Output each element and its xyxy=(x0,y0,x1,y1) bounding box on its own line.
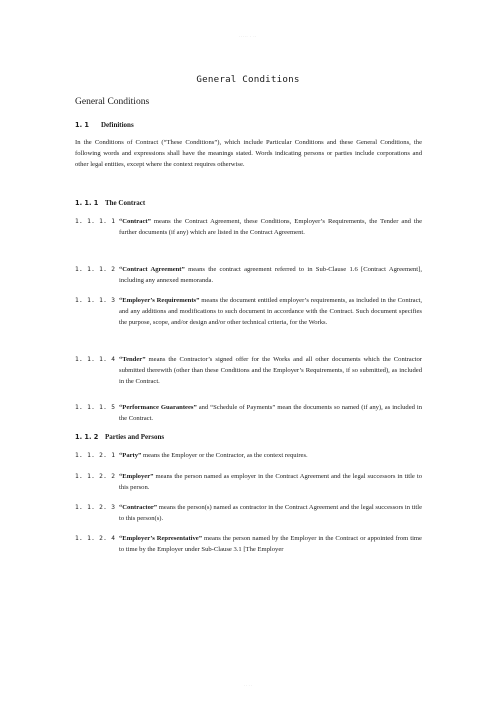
clause-text xyxy=(119,403,422,425)
clause-1-1-2-2 xyxy=(75,472,422,494)
clause-body: and “Schedule of Payments” mean the documents so named (if any), as included in the Contract. xyxy=(119,404,423,422)
clause-body: means the Contractor’s signed offer for the Works and all other documents which the Contractor submitted therewith (other than these Conditions and the Employer’s Requirements, if so submitted), as included in the Contract. xyxy=(119,356,422,385)
clause-number: 1. 1. 2. 2 xyxy=(75,473,116,480)
footer-watermark: · · · · xyxy=(243,683,253,688)
heading-number: 1. 1. 2 xyxy=(75,433,99,441)
clause-text xyxy=(119,296,422,328)
clause-text xyxy=(119,217,422,239)
clause-1-1-1-3 xyxy=(75,296,422,328)
clause-body: means the Employer or the Contractor, as the context requires. xyxy=(141,452,308,459)
clause-text xyxy=(119,472,422,494)
heading-label: Definitions xyxy=(101,121,134,129)
clause-term: “Performance Guarantees” xyxy=(119,404,197,411)
clause-1-1-1-5 xyxy=(75,403,422,425)
clause-1-1-1-2 xyxy=(75,265,422,287)
clause-body: means the person(s) named as contractor in the Contract Agreement and the legal successors in title to this person(s). xyxy=(119,504,422,522)
clause-number: 1. 1. 1. 4 xyxy=(75,356,116,363)
header-watermark: ····· · ·· xyxy=(239,34,257,39)
heading-number: 1. 1. 1 xyxy=(75,199,99,207)
clause-number: 1. 1. 1. 1 xyxy=(75,218,116,225)
clause-term: “Tender” xyxy=(119,356,146,363)
clause-number: 1. 1. 1. 5 xyxy=(75,404,116,411)
clause-text xyxy=(119,451,422,462)
clause-number: 1. 1. 1. 2 xyxy=(75,266,116,273)
clause-term: “Contractor” xyxy=(119,504,158,511)
clause-term: “Party” xyxy=(119,452,142,459)
heading-label: Parties and Persons xyxy=(105,433,165,441)
clause-body: means the contract agreement referred to in Sub-Clause 1.6 [Contract Agreement], including any annexed memoranda. xyxy=(119,266,422,284)
clause-term: “Employer’s Requirements” xyxy=(119,297,200,304)
clause-number: 1. 1. 2. 1 xyxy=(75,452,116,459)
clause-text xyxy=(119,265,422,287)
clause-text xyxy=(119,534,422,556)
clause-term: “Contract Agreement” xyxy=(119,266,185,273)
clause-number: 1. 1. 2. 4 xyxy=(75,535,116,542)
heading-number: 1. 1 xyxy=(75,121,89,129)
heading-1-1 xyxy=(75,121,134,129)
clause-body: means the person named as employer in the Contract Agreement and the legal successors in title to this person. xyxy=(119,473,422,491)
clause-1-1-2-3 xyxy=(75,503,422,525)
clause-text xyxy=(119,355,422,387)
clause-1-1-1-1 xyxy=(75,217,422,239)
clause-1-1-2-4 xyxy=(75,534,422,556)
clause-body: means the document entitled employer’s requirements, as included in the Contract, and any additions and modifications to such document in accordance with the Contract. Such document specifies the purpose, scope, and/or design and/or other technical criteria, for the Works. xyxy=(119,297,422,326)
document-title: General Conditions xyxy=(196,74,300,85)
clause-number: 1. 1. 2. 3 xyxy=(75,504,116,511)
clause-1-1-2-1 xyxy=(75,451,422,462)
heading-1-1-2 xyxy=(75,433,164,441)
section-heading: General Conditions xyxy=(75,97,150,107)
clause-term: “Employer’s Representative” xyxy=(119,535,203,542)
clause-term: “Employer” xyxy=(119,473,154,480)
clause-text xyxy=(119,503,422,525)
clause-1-1-1-4 xyxy=(75,355,422,387)
heading-1-1-1 xyxy=(75,199,145,207)
intro-paragraph: In the Conditions of Contract (“These Conditions”), which include Particular Conditions and these General Conditions, the following words and expressions shall have the meanings stated. Words indicating persons or parties include corporations and other legal entities, except where the context requires otherwise. xyxy=(75,139,422,168)
clause-body: means the Contract Agreement, these Conditions, Employer’s Requirements, the Tender and the further documents (if any) which are listed in the Contract Agreement. xyxy=(119,218,422,236)
clause-body: means the person named by the Employer in the Contract or appointed from time to time by the Employer under Sub-Clause 3.1 [The Employer xyxy=(119,535,422,553)
clause-number: 1. 1. 1. 3 xyxy=(75,297,116,304)
heading-label: The Contract xyxy=(105,199,146,207)
clause-term: “Contract” xyxy=(119,218,151,225)
